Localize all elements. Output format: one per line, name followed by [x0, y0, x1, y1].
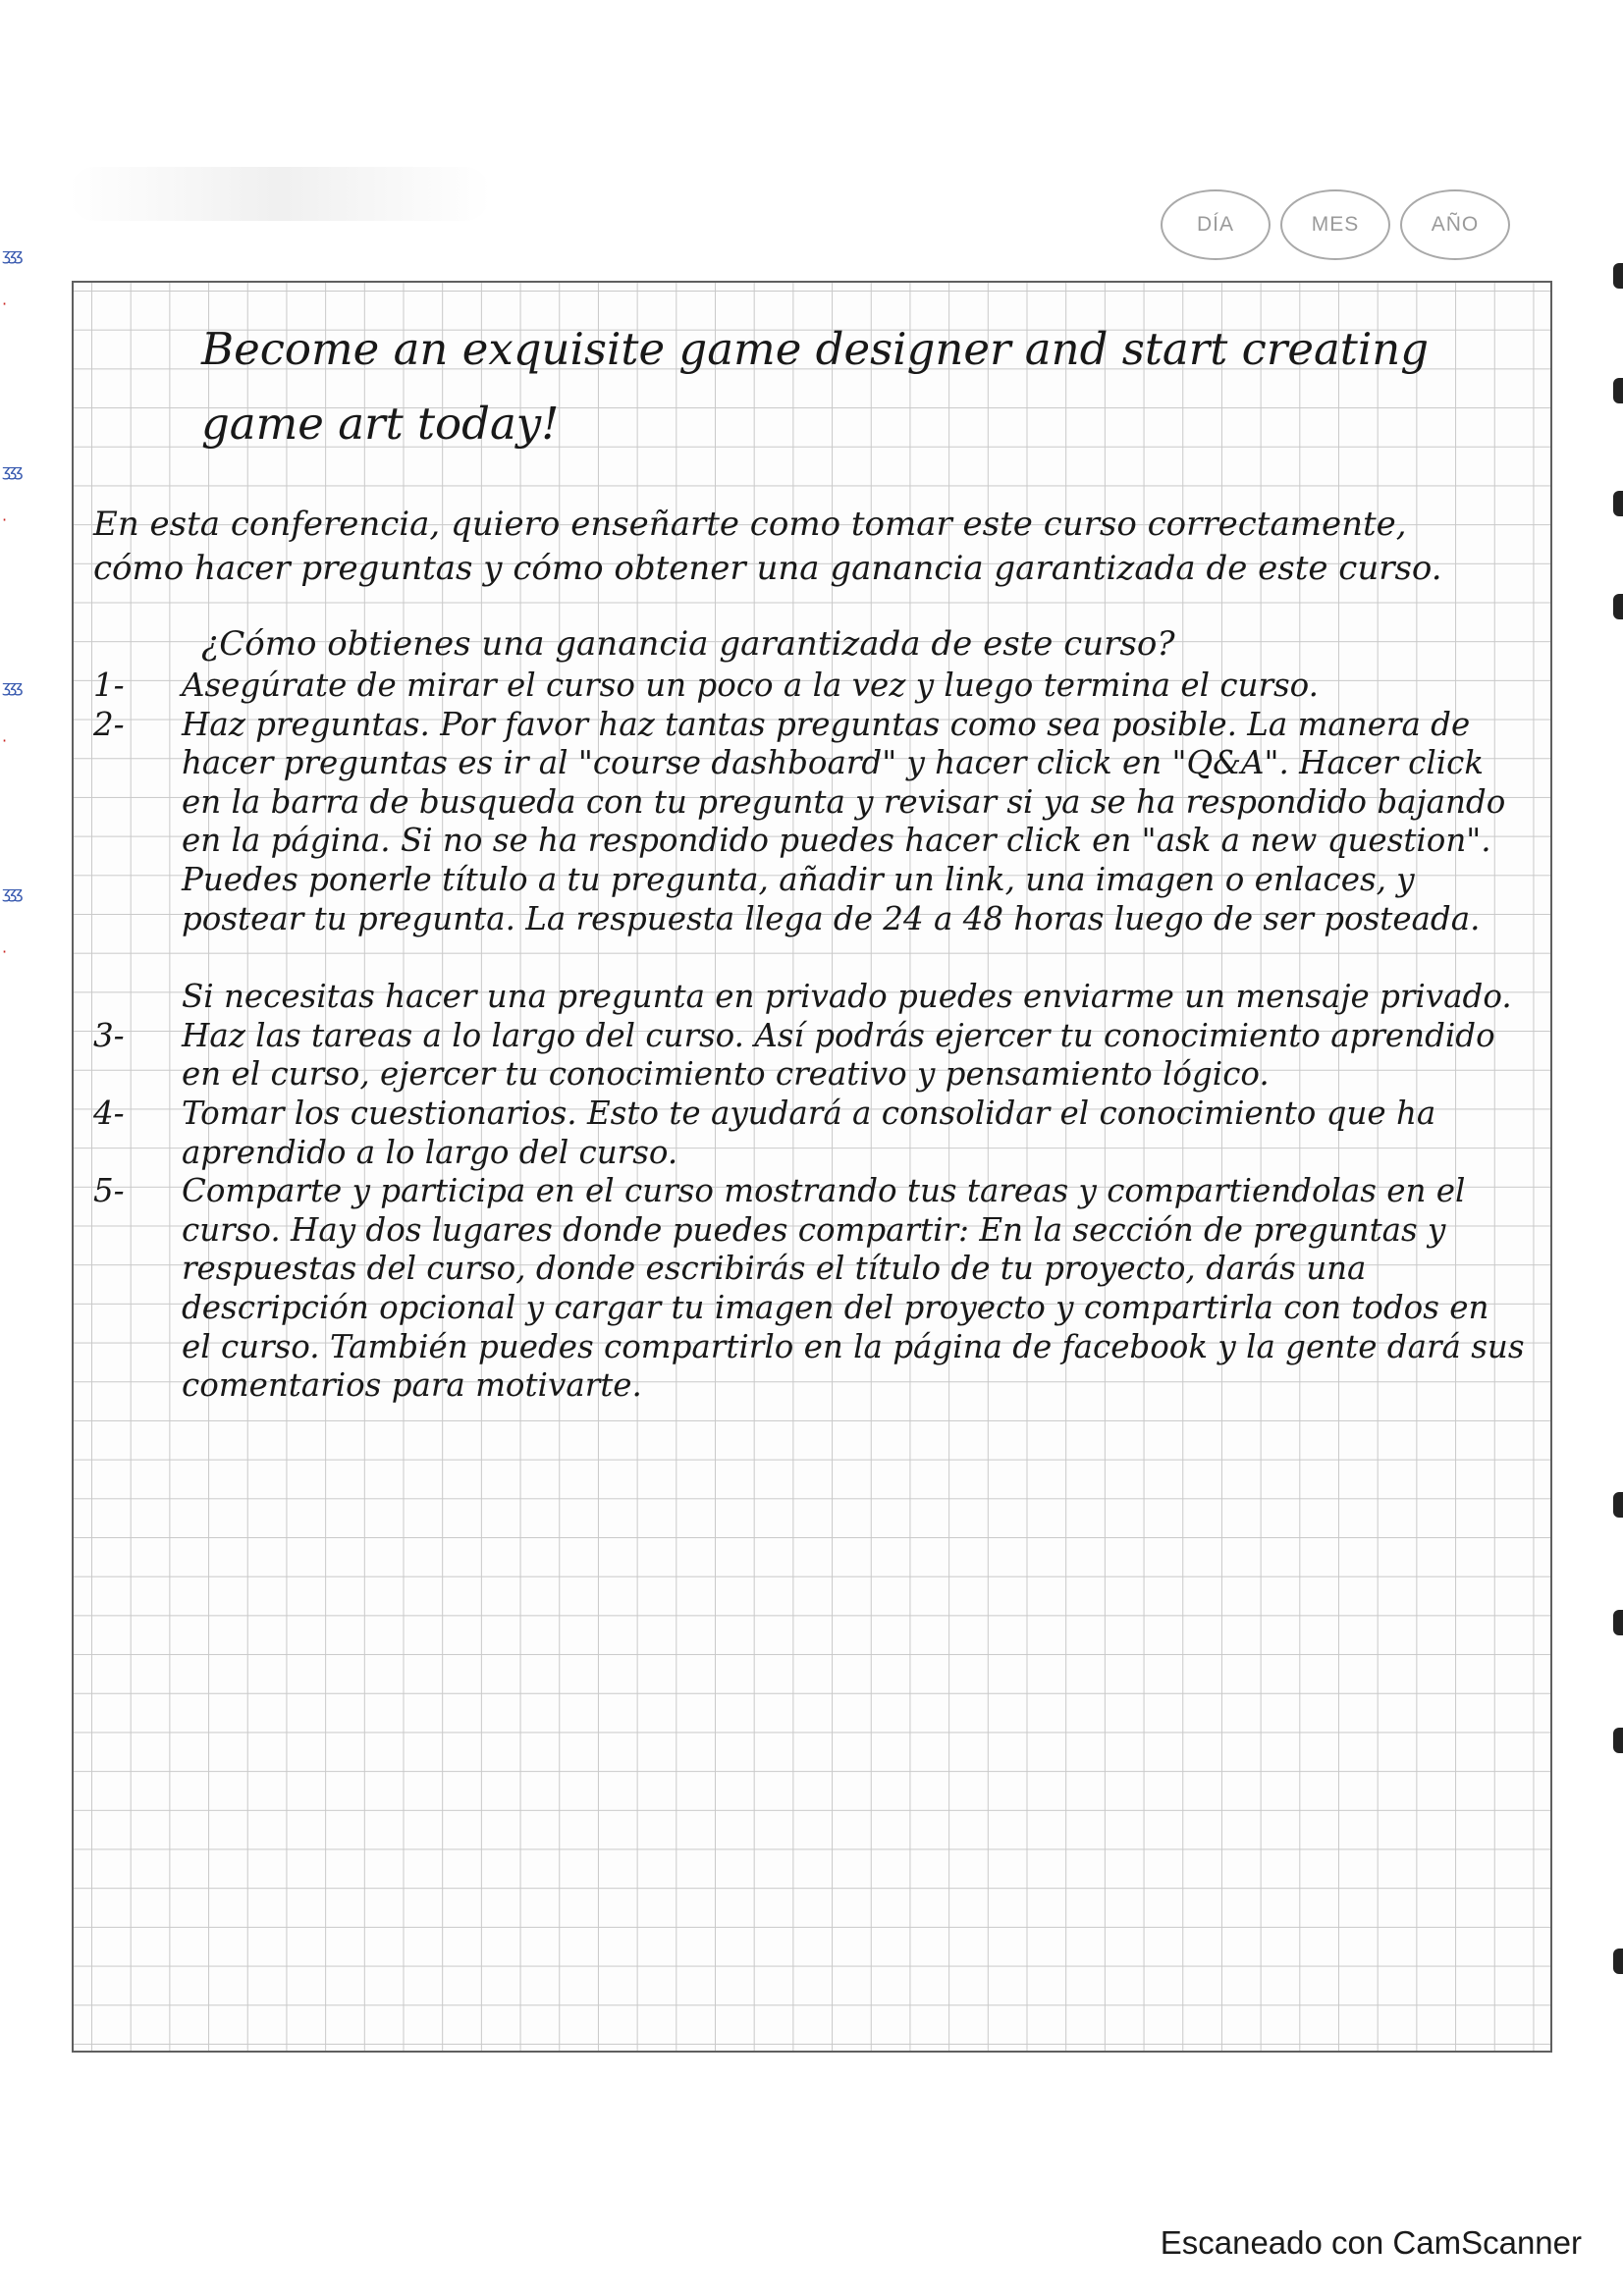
month-box: MES [1280, 189, 1390, 260]
item-extra-text: Si necesitas hacer una pregunta en privado puedes enviarme un mensaje privado. [182, 978, 1512, 1016]
day-box: DÍA [1161, 189, 1271, 260]
intro-paragraph: En esta conferencia, quiero enseñarte como tomar este curso correctamente, cómo hacer preguntas y cómo obtener una ganancia garantizada de este curso. [93, 505, 1442, 588]
item-number: 3- [93, 1016, 125, 1054]
item-text: Asegúrate de mirar el curso un poco a la vez y luego termina el curso. [182, 667, 1320, 704]
item-text: Tomar los cuestionarios. Esto te ayudará a consolidar el conocimiento que ha aprendido a lo largo del curso. [182, 1094, 1436, 1171]
item-text: Comparte y participa en el curso mostrando tus tareas y compartiendolas en el curso. Hay dos lugares donde puedes compartir: En la sección de preguntas y respuestas del curso, donde escribirás el título de tu proyecto, darás una descripción opcional y cargar tu imagen del proyecto y compartirla con todos en el curso. También puedes compartirlo en la página de facebook y la gente dará sus comentarios para motivarte. [182, 1172, 1525, 1405]
scan-smudge [69, 167, 491, 221]
question-heading: ¿Cómo obtienes una ganancia garantizada de este curso? [201, 624, 1175, 664]
list-item [93, 667, 1537, 706]
scanner-watermark: Escaneado con CamScanner [1160, 2224, 1582, 2261]
list-item [93, 1017, 1537, 1095]
item-number: 1- [93, 667, 125, 704]
item-number: 4- [93, 1094, 125, 1132]
numbered-list [93, 667, 1537, 1406]
list-item [93, 706, 1537, 1017]
item-number: 2- [93, 705, 125, 743]
note-title: Become an exquisite game designer and start creating game art today! [201, 323, 1430, 450]
list-item [93, 1095, 1537, 1172]
handwritten-notes [93, 312, 1537, 1406]
spiral-binding: ʒʒʒ · ʒʒʒ · ʒʒʒ · ʒʒʒ · [2, 245, 21, 961]
grid-sheet [72, 281, 1552, 2053]
year-box: AÑO [1400, 189, 1510, 260]
list-item [93, 1172, 1537, 1406]
item-text: Haz preguntas. Por favor haz tantas preguntas como sea posible. La manera de hacer preguntas es ir al "course dashboard" y hacer click en "Q&A". Hacer click en la barra de busqueda con tu pregunta y revisar si ya se ha respondido bajando en la página. Si no se ha respondido puedes hacer click en "ask a new question". Puedes ponerle título a tu pregunta, añadir un link, una imagen o enlaces, y postear tu pregunta. La respuesta llega de 24 a 48 horas luego de ser posteada. [182, 705, 1506, 937]
item-body [182, 706, 1537, 1017]
date-boxes [1161, 189, 1510, 268]
item-number: 5- [93, 1172, 125, 1210]
item-text: Haz las tareas a lo largo del curso. Así podrás ejercer tu conocimiento aprendido en el curso, ejercer tu conocimiento creativo y pensamiento lógico. [182, 1016, 1495, 1094]
